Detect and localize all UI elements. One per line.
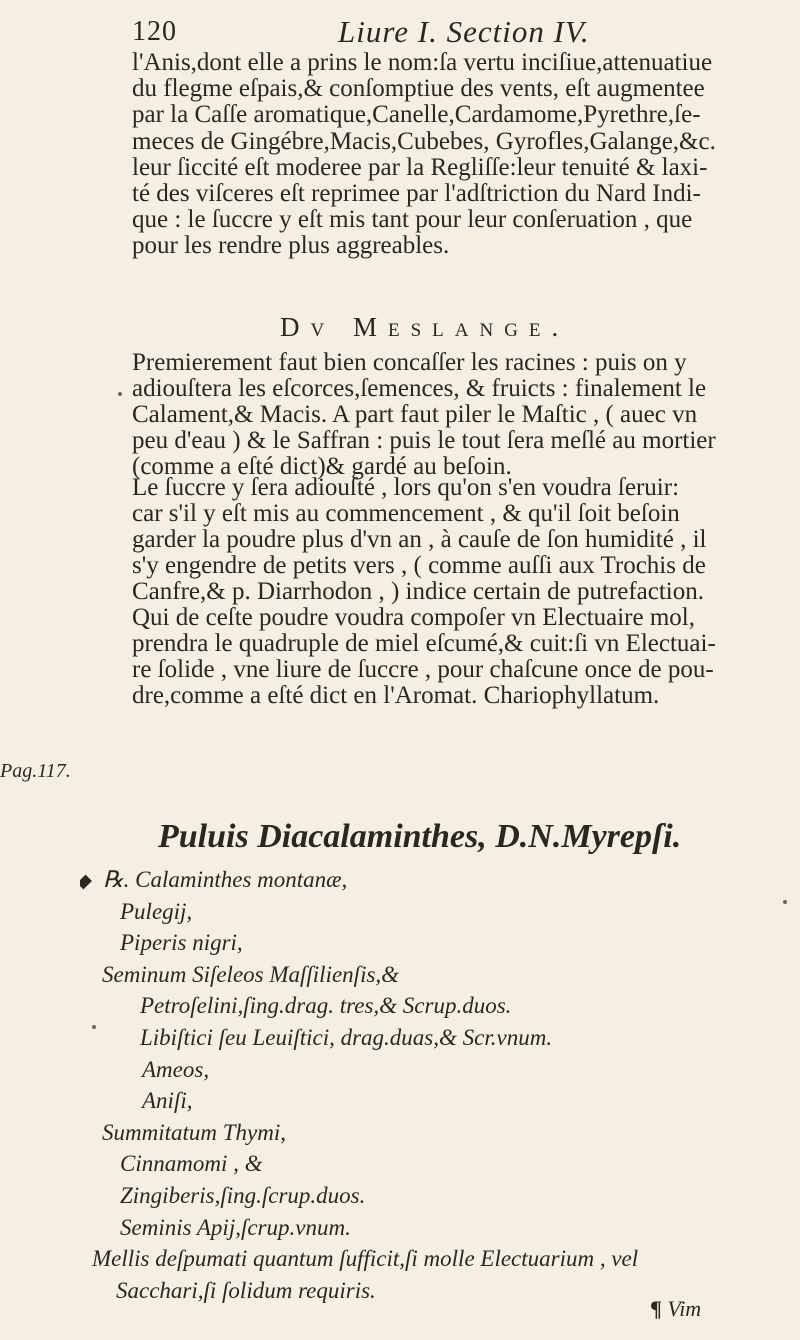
paragraph-2: [132, 350, 800, 480]
recipe-line: Piperis nigri,: [120, 930, 243, 956]
text-line: par la Caſſe aromatique,Canelle,Cardamome,Pyrethre,ſe-: [132, 102, 701, 129]
page-number: 120: [132, 16, 177, 47]
catchword: [650, 1296, 701, 1322]
running-title: Liure I. Section IV.: [338, 14, 590, 49]
recipe-line: Aniſi,: [142, 1088, 193, 1114]
text-line: car s'il y eſt mis au commencement , & qu'il ſoit beſoin: [132, 501, 680, 527]
text-line: pour les rendre plus aggreables.: [132, 233, 450, 260]
page-header: [132, 14, 792, 54]
diamond-bullet-icon: [80, 874, 92, 889]
recipe-line: Pulegij,: [120, 898, 193, 924]
paragraph-3: [132, 475, 800, 709]
text-line: té des viſceres eſt reprimee par l'adſtriction du Nard Indi-: [132, 180, 701, 207]
pilcrow-mark: ¶: [650, 1296, 662, 1321]
text-line: peu d'eau ) & le Saffran : puis le tout ſera meſlé au mortier: [132, 428, 716, 455]
text-line: leur ſiccité eſt moderee par la Regliſſe:leur tenuité & laxi-: [132, 154, 708, 181]
paragraph-1: [132, 50, 800, 260]
section-heading: Dv Meslange.: [280, 312, 570, 342]
recipe-line-text: ℞. Calaminthes montanæ,: [103, 867, 348, 892]
text-line: Calament,& Macis. A part faut piler le Maſtic , ( auec vn: [132, 402, 698, 429]
recipe-line: Seminis Apij,ſcrup.vnum.: [120, 1214, 351, 1240]
text-line: Canfre,& p. Diarrhodon , ) indice certain de putrefaction.: [132, 579, 704, 605]
text-line: re ſolide , vne liure de ſuccre , pour chaſcune once de pou-: [132, 657, 714, 683]
margin-note: Pag.117.: [0, 760, 71, 782]
recipe-line: Sacchari,ſi ſolidum requiris.: [116, 1277, 376, 1303]
text-line: Premierement faut bien concaſſer les racines : puis on y: [132, 350, 687, 376]
text-line: s'y engendre de petits vers , ( comme auſſi aux Trochis de: [132, 553, 706, 579]
recipe-line: Petroſelini,ſing.drag. tres,& Scrup.duos.: [140, 993, 512, 1019]
recipe-line: Zingiberis,ſing.ſcrup.duos.: [120, 1182, 366, 1208]
recipe-line: Libiſtici ſeu Leuiſtici, drag.duas,& Scr.vnum.: [140, 1024, 553, 1050]
text-line: garder la poudre plus d'vn an , à cauſe de ſon humidité , il: [132, 527, 707, 553]
text-line: Qui de ceſte poudre voudra compoſer vn Electuaire mol,: [132, 605, 695, 631]
text-line: que : le ſuccre y eſt mis tant pour leur conſeruation , que: [132, 207, 693, 234]
text-line: dre,comme a eſté dict en l'Aromat. Chariophyllatum.: [132, 683, 660, 709]
catchword-text: Vim: [667, 1296, 702, 1321]
paper-speck: [783, 900, 787, 904]
text-line: Le ſuccre y ſera adiouſté , lors qu'on s'en voudra ſeruir:: [132, 475, 680, 501]
recipe-line: Cinnamomi , &: [120, 1151, 263, 1177]
text-line: prendra le quadruple de miel eſcumé,& cuit:ſi vn Electuai-: [132, 631, 716, 657]
recipe-line: Seminum Siſeleos Maſſilienſis,&: [102, 961, 400, 987]
recipe-list: [80, 864, 780, 1306]
recipe-line: Mellis deſpumati quantum ſufficit,ſi molle Electuarium , vel: [92, 1246, 639, 1272]
paper-speck: [118, 392, 122, 396]
recipe-title: Puluis Diacalaminthes, D.N.Myrepſi.: [158, 818, 682, 855]
recipe-line: [80, 864, 780, 896]
text-line: adiouſtera les eſcorces,ſemences, & fruicts : finalement le: [132, 376, 707, 403]
paper-speck: [92, 1025, 96, 1029]
recipe-line: Ameos,: [142, 1056, 210, 1082]
text-line: du flegme eſpais,& conſomptiue des vents, eſt augmentee: [132, 76, 705, 103]
recipe-line: Summitatum Thymi,: [102, 1119, 286, 1145]
text-line: l'Anis,dont elle a prins le nom:ſa vertu inciſiue,attenuatiue: [132, 50, 713, 76]
text-line: meces de Gingébre,Macis,Cubebes, Gyrofles,Galange,&c.: [132, 128, 716, 155]
text-line: (comme a eſté dict)& gardé au beſoin.: [132, 454, 512, 481]
